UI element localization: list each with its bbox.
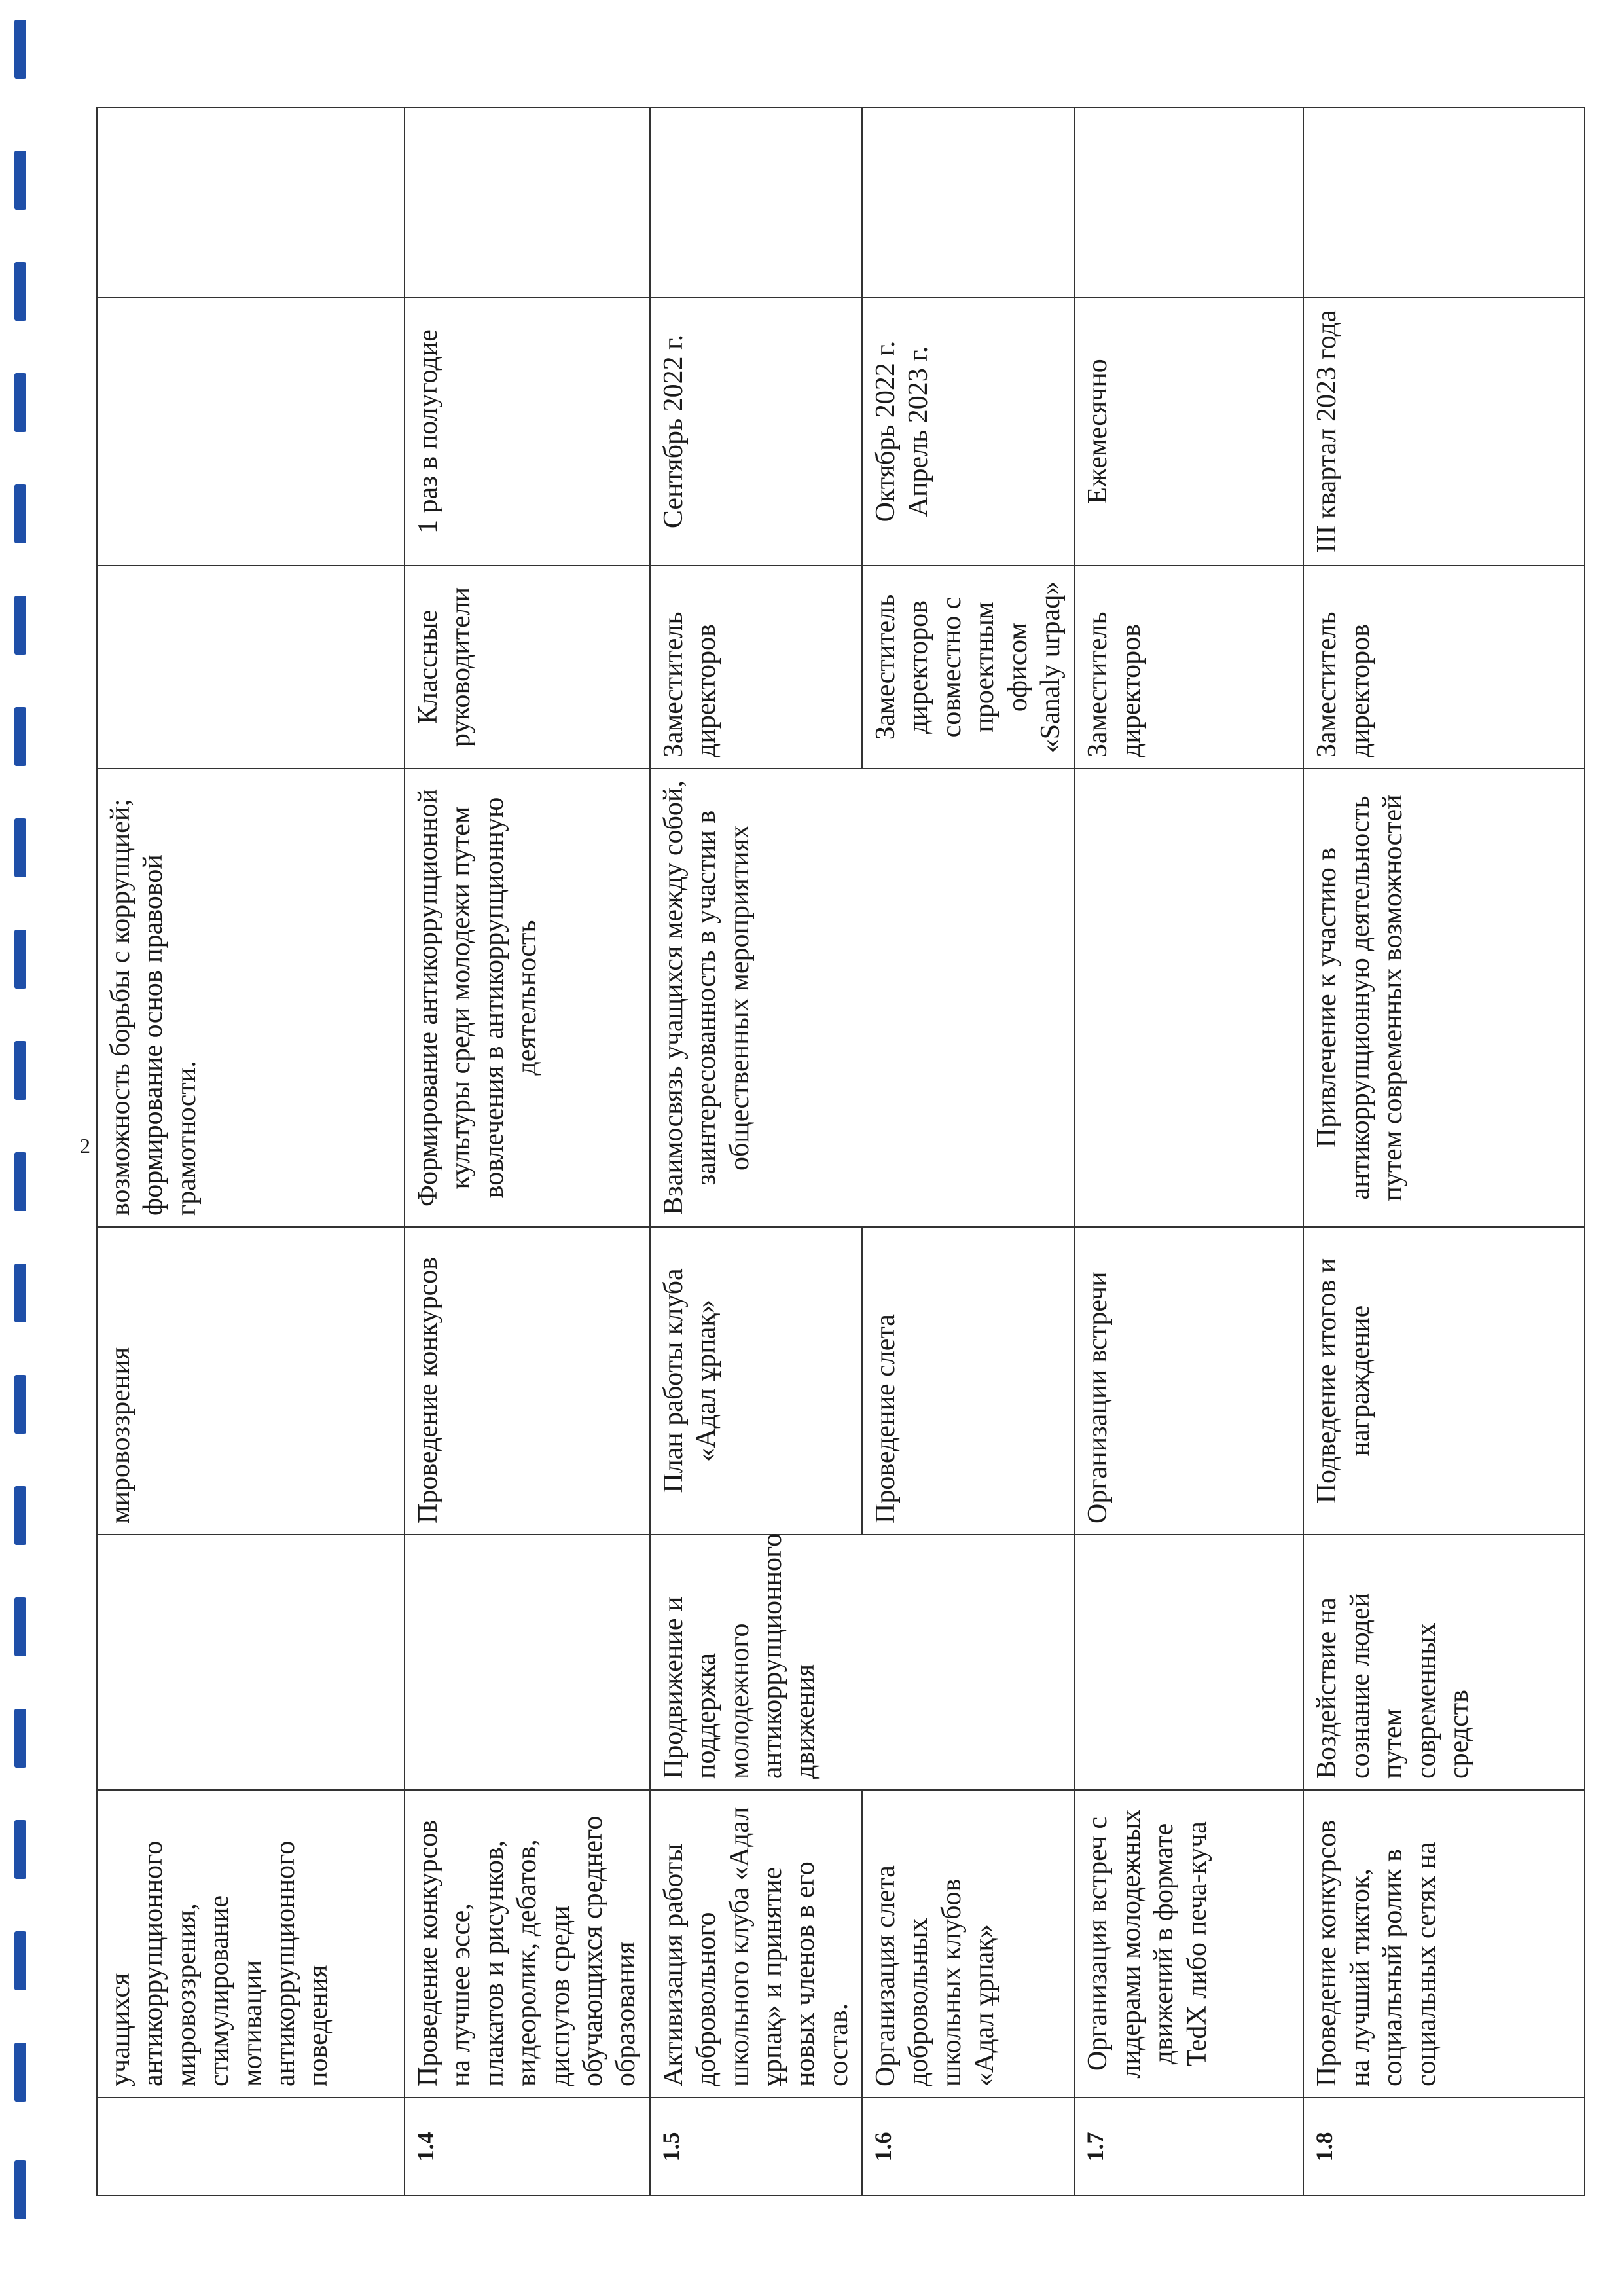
result-cell: Формирование антикоррупционной культуры среди молодежи путем вовлечения в антикоррупционную деятельность — [405, 769, 650, 1227]
responsible-cell: Классные руководители — [405, 566, 650, 769]
task-cell: Проведение конкурсов на лучший тикток, социальный ролик в социальных сетях на — [1303, 1790, 1585, 2098]
responsible-cell: Заместитель директоров — [650, 566, 862, 769]
blank-cell — [1074, 107, 1303, 297]
goal-cell — [405, 1535, 650, 1790]
goal-cell: Воздействие на сознание людей путем современных средств — [1303, 1535, 1585, 1790]
row-number: 1.4 — [405, 2098, 650, 2196]
binding-ring — [14, 1709, 26, 1768]
result-cell: Привлечение к участию в антикоррупционную деятельность путем современных возможностей — [1303, 769, 1585, 1227]
responsible-cell: Заместитель директоров — [1074, 566, 1303, 769]
binding-ring — [14, 1375, 26, 1434]
form-cell: мировоззрения — [97, 1227, 405, 1535]
result-cell: возможность борьбы с коррупцией; формирование основ правовой грамотности. — [97, 769, 405, 1227]
form-cell: Проведение конкурсов — [405, 1227, 650, 1535]
task-cell: Проведение конкурсов на лучшее эссе, плакатов и рисунков, видеоролик, дебатов, диспутов среди обучающихся среднего образования — [405, 1790, 650, 2098]
blank-cell — [97, 107, 405, 297]
form-cell: Организации встречи — [1074, 1227, 1303, 1535]
binding-ring — [14, 1486, 26, 1545]
binding-ring — [14, 484, 26, 543]
blank-cell — [405, 107, 650, 297]
task-cell: учащихся антикоррупционного мировоззрения, стимулирование мотивации антикоррупционного поведения — [97, 1790, 405, 2098]
row-number: 1.7 — [1074, 2098, 1303, 2196]
binding-ring — [14, 262, 26, 321]
term-cell: Сентябрь 2022 г. — [650, 297, 862, 566]
term-cell: 1 раз в полугодие — [405, 297, 650, 566]
binding-ring — [14, 373, 26, 432]
blank-cell — [862, 107, 1074, 297]
table-row — [97, 107, 405, 2196]
form-cell: План работы клуба «Адал ұрпақ» — [650, 1227, 862, 1535]
form-cell: Подведение итогов и награждение — [1303, 1227, 1585, 1535]
binding-ring — [14, 1152, 26, 1211]
row-number: 1.5 — [650, 2098, 862, 2196]
binding-ring — [14, 1264, 26, 1322]
page-number: 2 — [80, 1134, 90, 1157]
binding-ring — [14, 20, 26, 79]
result-cell — [1074, 769, 1303, 1227]
task-cell: Организация слета добровольных школьных клубов «Адал ұрпақ» — [862, 1790, 1074, 2098]
table-row — [1303, 107, 1585, 2196]
table-row — [1074, 107, 1303, 2196]
table-row — [650, 107, 862, 2196]
goal-cell — [1074, 1535, 1303, 1790]
result-cell: Взаимосвязь учащихся между собой, заинтересованность в участии в общественных мероприятиях — [650, 769, 1075, 1227]
responsible-cell: Заместитель директоров совместно с проектным офисом «Sanaly urpaq» — [862, 566, 1074, 769]
row-number: 1.8 — [1303, 2098, 1585, 2196]
blank-cell — [1303, 107, 1585, 297]
responsible-cell — [97, 566, 405, 769]
table-row — [405, 107, 650, 2196]
binding-ring — [14, 2043, 26, 2102]
binding-ring — [14, 1597, 26, 1656]
binding-ring — [14, 1931, 26, 1990]
responsible-cell: Заместитель директоров — [1303, 566, 1585, 769]
term-cell: Октябрь 2022 г. Апрель 2023 г. — [862, 297, 1074, 566]
goal-cell: Продвижение и поддержка молодежного антикоррупционного движения — [650, 1535, 1075, 1790]
binding-ring — [14, 707, 26, 766]
form-cell: Проведение слета — [862, 1227, 1074, 1535]
task-cell: Активизация работы добровольного школьного клуба «Адал ұрпақ» и принятие новых членов в его состав. — [650, 1790, 862, 2098]
spiral-binding — [0, 0, 39, 2296]
blank-cell — [650, 107, 862, 297]
binding-ring — [14, 2160, 26, 2219]
task-cell: Организация встреч с лидерами молодежных движений в формате TedX либо печа-куча — [1074, 1790, 1303, 2098]
term-cell — [97, 297, 405, 566]
binding-ring — [14, 930, 26, 989]
row-number: 1.6 — [862, 2098, 1074, 2196]
binding-ring — [14, 1820, 26, 1879]
binding-ring — [14, 818, 26, 877]
binding-ring — [14, 1041, 26, 1100]
goal-cell — [97, 1535, 405, 1790]
binding-ring — [14, 596, 26, 655]
plan-table — [96, 107, 1585, 2196]
rotated-table-container — [96, 108, 1554, 2196]
term-cell: Ежемесячно — [1074, 297, 1303, 566]
binding-ring — [14, 151, 26, 210]
row-number — [97, 2098, 405, 2196]
term-cell: III квартал 2023 года — [1303, 297, 1585, 566]
